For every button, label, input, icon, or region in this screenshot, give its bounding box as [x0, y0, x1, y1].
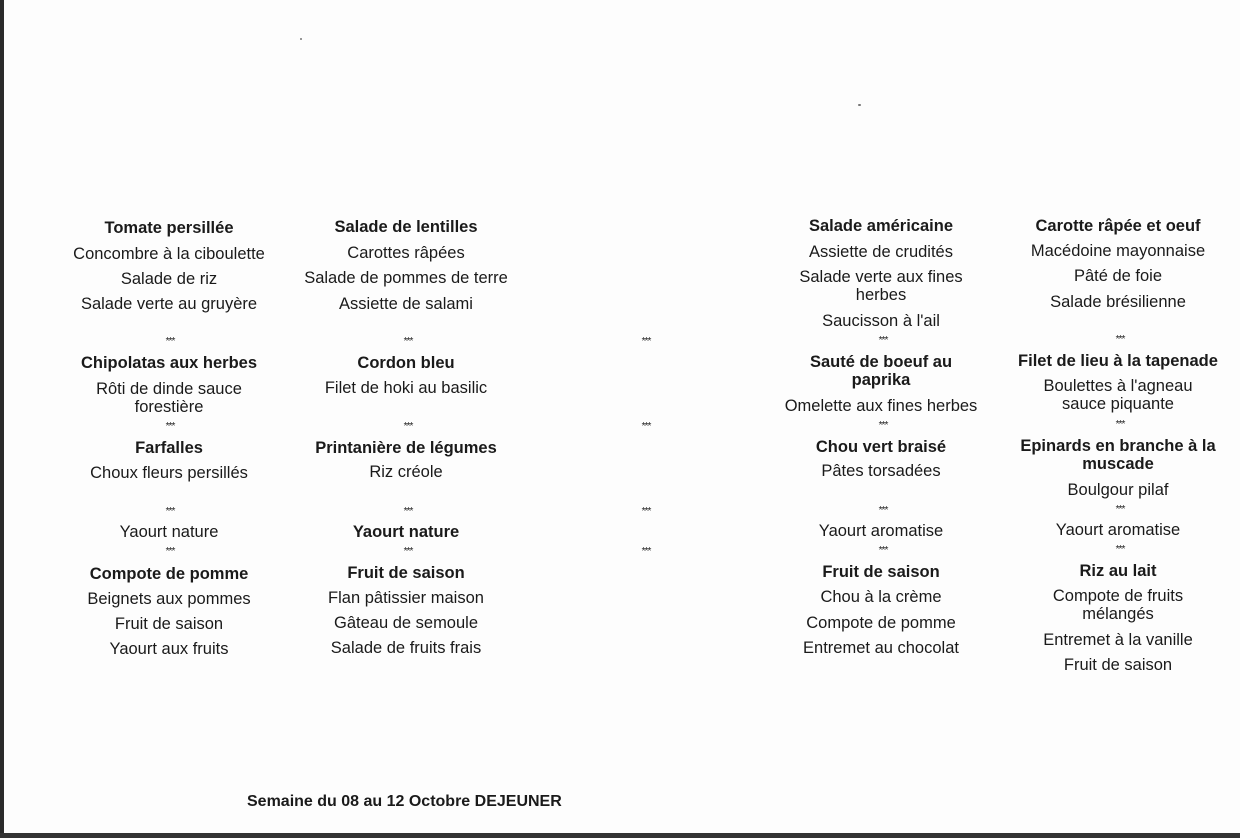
- accompagnement-option: Riz créole: [369, 463, 443, 481]
- entree-option: Assiette de crudités: [809, 243, 953, 261]
- course-separator: ***: [165, 421, 175, 432]
- week-caption: Semaine du 08 au 12 Octobre DEJEUNER: [247, 793, 562, 810]
- entree-option: Salade de riz: [120, 270, 218, 288]
- course-separator: ***: [165, 506, 175, 517]
- dessert-main: Compote de pomme: [89, 565, 249, 583]
- entree-main: Tomate persillée: [104, 219, 234, 237]
- course-separator: ***: [165, 546, 175, 557]
- dessert-option: Flan pâtissier maison: [328, 589, 484, 607]
- course-separator: ***: [1115, 544, 1125, 555]
- plat-option: Boulettes à l'agneau sauce piquante: [1043, 377, 1193, 413]
- dessert-option: Fruit de saison: [114, 615, 224, 633]
- plat-main: Sauté de boeuf au paprika: [809, 353, 953, 389]
- dessert-option: Fruit de saison: [1063, 656, 1173, 674]
- entree-option: Salade brésilienne: [1050, 293, 1186, 311]
- plat-main: Chipolatas aux herbes: [80, 354, 258, 372]
- dessert-main: Fruit de saison: [822, 563, 940, 581]
- laitage-option: Yaourt nature: [119, 523, 219, 541]
- entree-main: Carotte râpée et oeuf: [1035, 217, 1201, 235]
- course-separator: ***: [641, 506, 651, 517]
- entree-option: Pâté de foie: [1073, 267, 1163, 285]
- entree-option: Saucisson à l'ail: [822, 312, 940, 330]
- scan-edge-bottom: [0, 833, 1240, 838]
- dessert-option: Compote de pomme: [806, 614, 956, 632]
- entree-main: Salade américaine: [808, 217, 954, 235]
- course-separator: ***: [1115, 334, 1125, 345]
- accompagnement-option: Boulgour pilaf: [1067, 481, 1169, 499]
- dessert-option: Yaourt aux fruits: [109, 640, 229, 658]
- course-separator: ***: [165, 336, 175, 347]
- accompagnement-option: Choux fleurs persillés: [90, 464, 248, 482]
- scan-speck: [300, 38, 302, 40]
- accompagnement-main: Farfalles: [135, 439, 203, 457]
- dessert-main: Fruit de saison: [347, 564, 465, 582]
- dessert-option: Gâteau de semoule: [333, 614, 479, 632]
- entree-option: Salade de pommes de terre: [304, 269, 508, 287]
- plat-main: Cordon bleu: [357, 354, 455, 372]
- course-separator: ***: [1115, 419, 1125, 430]
- plat-option: Rôti de dinde sauce forestière: [96, 380, 242, 416]
- laitage-option: Yaourt aromatise: [1055, 521, 1181, 539]
- entree-option: Carottes râpées: [347, 244, 465, 262]
- entree-option: Concombre à la ciboulette: [73, 245, 265, 263]
- accompagnement-main: Chou vert braisé: [815, 438, 947, 456]
- plat-main: Filet de lieu à la tapenade: [1018, 352, 1218, 370]
- course-separator: ***: [403, 546, 413, 557]
- course-separator: ***: [403, 336, 413, 347]
- accompagnement-main: Epinards en branche à la muscade: [1020, 437, 1216, 473]
- dessert-option: Compote de fruits mélangés: [1052, 587, 1184, 623]
- course-separator: ***: [878, 335, 888, 346]
- accompagnement-main: Printanière de légumes: [315, 439, 497, 457]
- course-separator: ***: [878, 505, 888, 516]
- dessert-main: Riz au lait: [1079, 562, 1157, 580]
- course-separator: ***: [1115, 504, 1125, 515]
- course-separator: ***: [403, 421, 413, 432]
- course-separator: ***: [641, 336, 651, 347]
- accompagnement-option: Pâtes torsadées: [821, 462, 941, 480]
- dessert-option: Entremet au chocolat: [803, 639, 959, 657]
- scan-edge-left: [0, 0, 4, 838]
- entree-option: Salade verte au gruyère: [80, 295, 258, 313]
- plat-option: Filet de hoki au basilic: [324, 379, 488, 397]
- entree-main: Salade de lentilles: [334, 218, 478, 236]
- dessert-option: Chou à la crème: [820, 588, 942, 606]
- course-separator: ***: [641, 546, 651, 557]
- scan-speck: [858, 104, 861, 106]
- plat-option: Omelette aux fines herbes: [784, 397, 978, 415]
- dessert-option: Entremet à la vanille: [1043, 631, 1193, 649]
- course-separator: ***: [878, 545, 888, 556]
- course-separator: ***: [878, 420, 888, 431]
- entree-option: Macédoine mayonnaise: [1030, 242, 1206, 260]
- dessert-option: Beignets aux pommes: [87, 590, 251, 608]
- entree-option: Assiette de salami: [339, 295, 473, 313]
- course-separator: ***: [403, 506, 413, 517]
- course-separator: ***: [641, 421, 651, 432]
- entree-option: Salade verte aux fines herbes: [799, 268, 963, 304]
- dessert-option: Salade de fruits frais: [330, 639, 482, 657]
- laitage-option: Yaourt nature: [352, 523, 460, 541]
- laitage-option: Yaourt aromatise: [818, 522, 944, 540]
